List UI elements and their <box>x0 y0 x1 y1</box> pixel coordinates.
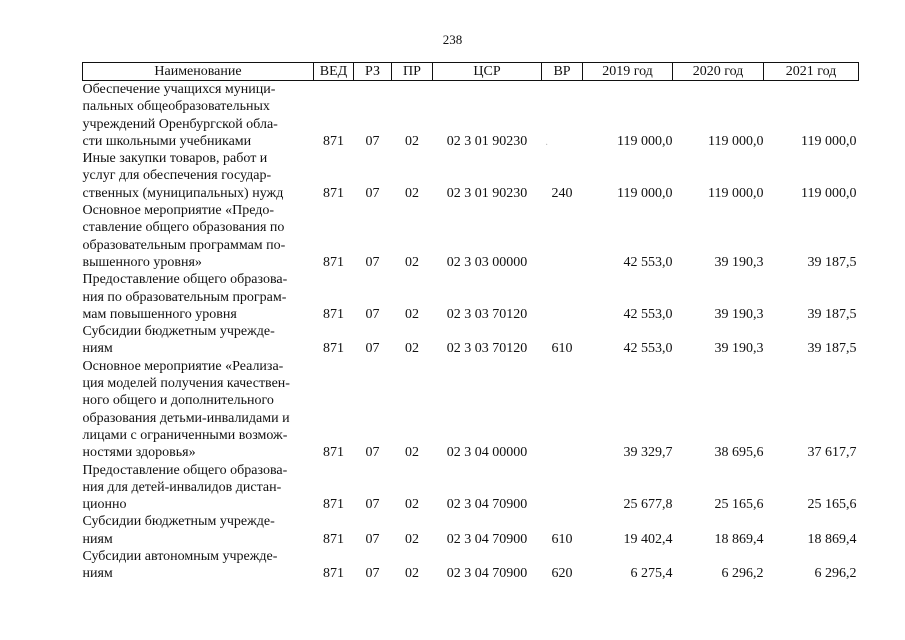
value-2021-cell: 25 165,6 <box>807 497 857 513</box>
header-2021: 2021 год <box>764 63 859 81</box>
name-line: ция моделей получения качествен- <box>82 376 290 392</box>
rz-cell: 07 <box>365 445 380 461</box>
value-2021-cell: 119 000,0 <box>801 185 857 201</box>
value-2019-cell: 42 553,0 <box>623 341 673 357</box>
name-line: ционно <box>82 497 127 513</box>
value-2019-cell: 42 553,0 <box>623 306 673 322</box>
vr-cell: 610 <box>551 341 573 357</box>
table-row <box>83 150 859 202</box>
table-body <box>83 81 859 583</box>
ved-cell: 871 <box>323 531 344 547</box>
pr-cell: 02 <box>405 306 419 322</box>
ved-cell: 871 <box>323 566 344 582</box>
row-name-cell <box>83 548 314 583</box>
rz-cell: 07 <box>365 566 380 582</box>
csr-cell: 02 3 03 00000 <box>446 254 528 270</box>
table-row <box>83 202 859 271</box>
header-ved: ВЕД <box>314 63 354 81</box>
header-vr: ВР <box>542 63 583 81</box>
name-line: Обеспечение учащихся муници- <box>82 82 276 97</box>
pr-cell: 02 <box>405 566 419 582</box>
value-2020-cell: 119 000,0 <box>708 185 764 201</box>
name-line: ниям <box>82 531 113 547</box>
value-2020-cell: 18 869,4 <box>714 531 764 547</box>
name-line: Субсидии автономным учрежде- <box>82 549 278 565</box>
csr-cell: 02 3 04 70900 <box>446 566 528 582</box>
value-2020-cell: 39 190,3 <box>714 254 764 270</box>
pr-cell: 02 <box>405 497 419 513</box>
name-line: ниям <box>82 341 113 357</box>
rz-cell: 07 <box>365 531 380 547</box>
ved-cell: 871 <box>323 185 344 201</box>
row-name-cell <box>83 323 314 358</box>
vr-cell <box>542 202 583 271</box>
header-csr: ЦСР <box>433 63 542 81</box>
value-2020-cell: 39 190,3 <box>714 306 764 322</box>
value-2019-cell: 25 677,8 <box>623 497 673 513</box>
table-row <box>83 513 859 548</box>
pr-cell: 02 <box>405 254 419 270</box>
table-row <box>83 323 859 358</box>
name-line: ния по образовательным програм- <box>82 289 287 305</box>
row-name-cell <box>83 202 314 271</box>
value-2020-cell: 6 296,2 <box>721 566 764 582</box>
value-2021-cell: 39 187,5 <box>807 341 857 357</box>
rz-cell: 07 <box>365 306 380 322</box>
value-2020-cell: 38 695,6 <box>714 445 764 461</box>
ved-cell: 871 <box>323 341 344 357</box>
pr-cell: 02 <box>405 445 419 461</box>
name-line: образования детьми-инвалидами и <box>82 410 290 426</box>
name-line: Иные закупки товаров, работ и <box>82 151 268 167</box>
table-header-row <box>83 63 859 81</box>
row-name-cell <box>83 462 314 514</box>
name-line: ния для детей-инвалидов дистан- <box>82 479 282 495</box>
scan-speck: · <box>545 140 549 151</box>
row-name-cell <box>83 81 314 151</box>
name-line: Субсидии бюджетным учрежде- <box>82 324 275 340</box>
csr-cell: 02 3 04 70900 <box>446 497 528 513</box>
value-2021-cell: 119 000,0 <box>801 133 857 149</box>
name-line: лицами с ограниченными возмож- <box>82 427 288 443</box>
name-line: образовательным программам по- <box>82 237 286 253</box>
csr-cell: 02 3 04 70900 <box>446 531 528 547</box>
value-2019-cell: 119 000,0 <box>617 185 673 201</box>
pr-cell: 02 <box>405 185 419 201</box>
table-row <box>83 271 859 323</box>
csr-cell: 02 3 01 90230 <box>446 185 528 201</box>
rz-cell: 07 <box>365 133 380 149</box>
name-line: сти школьными учебниками <box>82 133 252 149</box>
row-name-cell <box>83 358 314 462</box>
value-2019-cell: 19 402,4 <box>623 531 673 547</box>
name-line: ставление общего образования по <box>82 220 285 236</box>
header-rz: РЗ <box>354 63 392 81</box>
name-line: Основное мероприятие «Предо- <box>82 203 275 219</box>
budget-table <box>82 62 859 583</box>
name-line: Субсидии бюджетным учрежде- <box>82 514 275 530</box>
header-pr: ПР <box>392 63 433 81</box>
value-2021-cell: 39 187,5 <box>807 254 857 270</box>
row-name-cell <box>83 271 314 323</box>
row-name-cell <box>83 150 314 202</box>
name-line: учреждений Оренбургской обла- <box>82 116 278 132</box>
pr-cell: 02 <box>405 531 419 547</box>
name-line: пальных общеобразовательных <box>82 99 270 115</box>
ved-cell: 871 <box>323 254 344 270</box>
name-line: мам повышенного уровня <box>82 306 237 322</box>
header-name: Наименование <box>83 63 314 81</box>
name-line: Основное мероприятие «Реализа- <box>82 358 284 374</box>
value-2021-cell: 18 869,4 <box>807 531 857 547</box>
page-number: 238 <box>442 32 463 47</box>
rz-cell: 07 <box>365 497 380 513</box>
table-row <box>83 81 859 151</box>
vr-cell: 620 <box>551 566 573 582</box>
vr-cell <box>542 271 583 323</box>
vr-cell: 610 <box>551 531 573 547</box>
value-2019-cell: 39 329,7 <box>623 445 673 461</box>
name-line: Предоставление общего образова- <box>82 272 288 288</box>
table-row <box>83 462 859 514</box>
rz-cell: 07 <box>365 185 380 201</box>
csr-cell: 02 3 03 70120 <box>446 306 528 322</box>
pr-cell: 02 <box>405 133 419 149</box>
value-2021-cell: 39 187,5 <box>807 306 857 322</box>
name-line: вышенного уровня» <box>82 254 202 270</box>
csr-cell: 02 3 03 70120 <box>446 341 528 357</box>
pr-cell: 02 <box>405 341 419 357</box>
name-line: ственных (муниципальных) нужд <box>82 185 284 201</box>
csr-cell: 02 3 04 00000 <box>446 445 528 461</box>
value-2021-cell: 37 617,7 <box>807 445 857 461</box>
row-name-cell <box>83 513 314 548</box>
ved-cell: 871 <box>323 445 344 461</box>
table-row <box>83 548 859 583</box>
name-line: услуг для обеспечения государ- <box>82 168 272 184</box>
value-2020-cell: 25 165,6 <box>714 497 764 513</box>
rz-cell: 07 <box>365 341 380 357</box>
ved-cell: 871 <box>323 497 344 513</box>
name-line: ностями здоровья» <box>82 445 196 461</box>
vr-cell: 240 <box>551 185 573 201</box>
value-2019-cell: 6 275,4 <box>630 566 673 582</box>
ved-cell: 871 <box>323 133 344 149</box>
value-2019-cell: 119 000,0 <box>617 133 673 149</box>
value-2020-cell: 119 000,0 <box>708 133 764 149</box>
table-row <box>83 358 859 462</box>
rz-cell: 07 <box>365 254 380 270</box>
vr-cell <box>542 358 583 462</box>
name-line: ного общего и дополнительного <box>82 393 274 409</box>
vr-cell <box>542 462 583 514</box>
header-2019: 2019 год <box>583 63 673 81</box>
ved-cell: 871 <box>323 306 344 322</box>
csr-cell: 02 3 01 90230 <box>446 133 528 149</box>
value-2020-cell: 39 190,3 <box>714 341 764 357</box>
value-2021-cell: 6 296,2 <box>814 566 857 582</box>
name-line: ниям <box>82 566 113 582</box>
value-2019-cell: 42 553,0 <box>623 254 673 270</box>
header-2020: 2020 год <box>673 63 764 81</box>
name-line: Предоставление общего образова- <box>82 462 288 478</box>
